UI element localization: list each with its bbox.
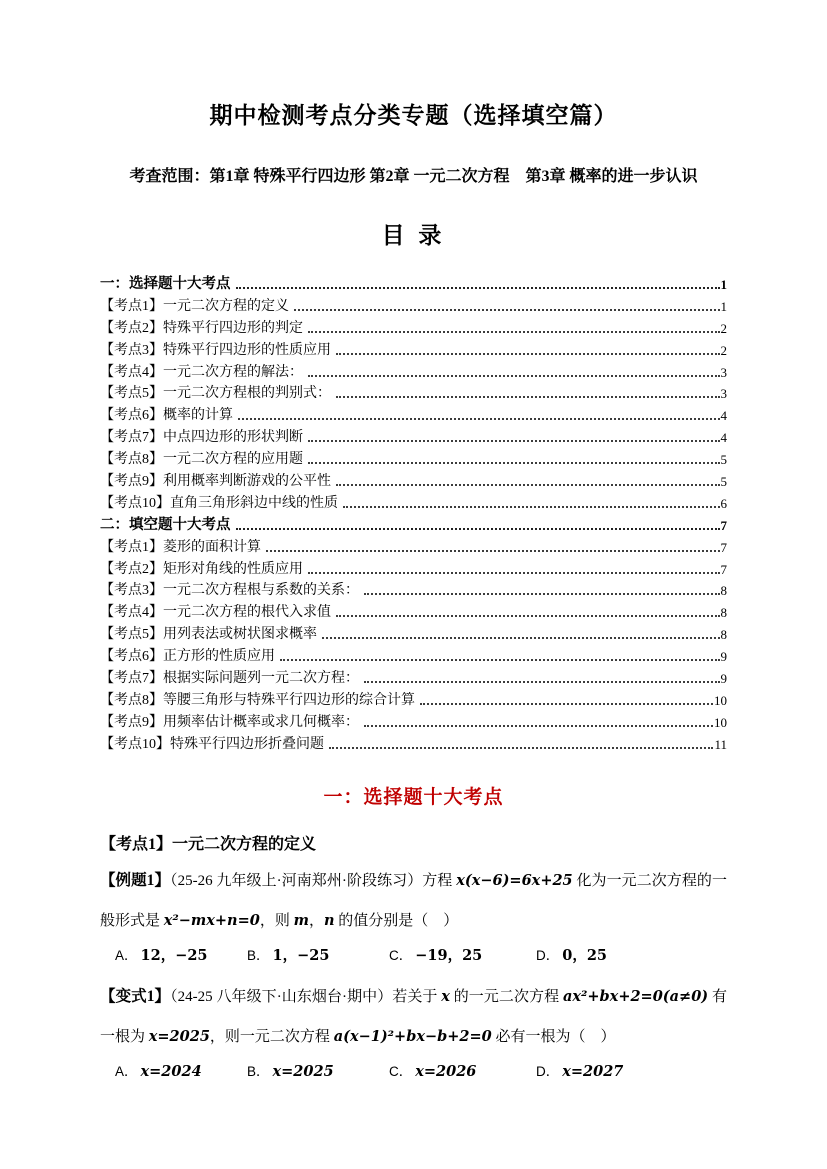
problem-text-segment: 必有一根为（ ） — [491, 1028, 616, 1045]
toc-entry-page-number: 9 — [720, 671, 727, 686]
toc-entry[interactable] — [100, 402, 727, 424]
problem-example-1-text — [100, 873, 727, 929]
toc-entry-label: 【考点3】特殊平行四边形的性质应用 — [100, 342, 331, 358]
toc-entry-label: 【考点2】矩形对角线的性质应用 — [100, 561, 303, 577]
toc-entry-page-number: 4 — [720, 430, 727, 446]
toc-entry-label: 【考点10】特殊平行四边形折叠问题 — [100, 736, 324, 752]
toc-entry-label: 【考点10】直角三角形斜边中线的性质 — [100, 495, 338, 511]
toc-entry-label: 【考点7】中点四边形的形状判断 — [100, 430, 303, 446]
choice-value: x=2027 — [562, 1062, 624, 1080]
toc-leader-dots — [294, 309, 720, 311]
toc-leader-dots — [322, 637, 720, 639]
topic-heading-kaodian1: 【考点1】一元二次方程的定义 — [100, 835, 317, 853]
choice-letter: C． — [389, 1063, 413, 1079]
toc-entry-page-number: 6 — [720, 495, 727, 511]
toc-entry-page-number: 3 — [720, 364, 727, 380]
choice-option — [115, 1059, 247, 1085]
toc-entry-label: 【考点9】用频率估计概率或求几何概率： — [100, 714, 359, 730]
toc-entry[interactable] — [100, 621, 727, 643]
toc-entry-label: 【考点2】特殊平行四边形的判定 — [100, 320, 303, 336]
problem-example-1 — [100, 861, 727, 941]
toc-entry[interactable] — [100, 709, 727, 731]
problem-text-segment: 化为一元二次方程的一般形式是 — [100, 872, 727, 929]
toc-leader-dots — [329, 747, 713, 749]
toc-entry-page-number: 11 — [714, 736, 727, 752]
toc-leader-dots — [280, 659, 720, 661]
choices-row-variant-1 — [100, 1059, 727, 1085]
problem-example-1-label: 【例题1】 — [100, 871, 171, 889]
choice-option — [389, 1059, 536, 1085]
problem-text-segment: x — [441, 987, 450, 1005]
toc-entry[interactable] — [100, 381, 727, 403]
choice-letter: B． — [247, 1063, 270, 1079]
problem-variant-1-text — [100, 989, 727, 1045]
section-heading-choice-questions: 一：选择题十大考点 — [323, 786, 504, 808]
choice-letter: A． — [115, 947, 138, 963]
toc-leader-dots — [336, 615, 720, 617]
toc-entry-label: 【考点1】菱形的面积计算 — [100, 539, 261, 555]
toc-entry-label: 【考点7】根据实际问题列一元二次方程： — [100, 671, 359, 686]
choice-letter: C． — [389, 947, 413, 963]
toc-entry-page-number: 10 — [714, 714, 727, 730]
document-title: 期中检测考点分类专题（选择填空篇） — [209, 103, 618, 128]
toc-entry[interactable] — [100, 424, 727, 446]
toc-entry-page-number: 1 — [720, 298, 727, 314]
toc-leader-dots — [236, 287, 720, 289]
choice-letter: D． — [536, 947, 560, 963]
choice-value: x=2025 — [272, 1062, 334, 1080]
toc-entry-page-number: 7 — [720, 517, 727, 533]
problem-variant-1 — [100, 977, 727, 1057]
choice-value: x=2024 — [140, 1062, 202, 1080]
toc-entry[interactable] — [100, 490, 727, 512]
toc-entry-page-number: 5 — [720, 473, 727, 489]
problem-text-segment: x=2025 — [148, 1027, 210, 1045]
toc-leader-dots — [266, 550, 720, 552]
toc-entry-label: 【考点3】一元二次方程根与系数的关系： — [100, 583, 359, 599]
problem-text-segment: a(x−1)²+bx−b+2=0 — [333, 1027, 492, 1045]
toc-leader-dots — [308, 462, 720, 464]
problem-text-segment: （24-25 八年级下·山东烟台·期中）若关于 — [170, 988, 442, 1005]
problem-text-segment: 的值分别是（ ） — [334, 912, 459, 929]
toc-entry-label: 【考点4】一元二次方程的根代入求值 — [100, 605, 331, 621]
choice-value: 12，−25 — [140, 946, 208, 964]
problem-text-segment: x²−mx+n=0 — [163, 911, 260, 929]
toc-entry-page-number: 8 — [720, 583, 727, 599]
toc-leader-dots — [308, 375, 720, 377]
choice-value: −19，25 — [415, 946, 483, 964]
problem-text-segment: x(x−6)=6x+25 — [456, 871, 573, 889]
problem-variant-1-label: 【变式1】 — [100, 987, 171, 1005]
toc-leader-dots — [336, 396, 720, 398]
choice-option — [247, 943, 389, 969]
toc-entry-label: 【考点5】用列表法或树状图求概率 — [100, 627, 317, 643]
toc-entry-label: 【考点1】一元二次方程的定义 — [100, 298, 289, 314]
problem-text-segment: 有一根为 — [100, 988, 727, 1045]
toc-leader-dots — [336, 353, 720, 355]
toc-entry[interactable] — [100, 534, 727, 556]
toc-entry-page-number: 7 — [720, 539, 727, 555]
choice-option — [536, 1059, 623, 1085]
problem-text-segment: 的一元二次方程 — [449, 988, 563, 1005]
choice-letter: D． — [536, 1063, 560, 1079]
toc-entry[interactable] — [100, 337, 727, 359]
exam-scope-subtitle: 考查范围：第1章 特殊平行四边形 第2章 一元二次方程 第3章 概率的进一步认识 — [129, 168, 698, 185]
toc-entry[interactable] — [100, 315, 727, 337]
toc-entry[interactable] — [100, 599, 727, 621]
toc-leader-dots — [420, 703, 713, 705]
table-of-contents — [100, 271, 727, 753]
choices-row-example-1 — [100, 943, 727, 969]
choice-letter: A． — [115, 1063, 138, 1079]
toc-entry-page-number: 4 — [720, 408, 727, 424]
choice-value: x=2026 — [415, 1062, 477, 1080]
toc-leader-dots — [308, 331, 720, 333]
toc-entry-page-number: 2 — [720, 320, 727, 336]
problem-text-segment: m — [293, 911, 309, 929]
problem-text-segment: ，则 — [259, 912, 294, 929]
toc-entry-label: 【考点8】一元二次方程的应用题 — [100, 452, 303, 468]
choice-option — [115, 943, 247, 969]
toc-leader-dots — [238, 418, 720, 420]
problem-text-segment: ax²+bx+2=0(a≠0) — [563, 987, 709, 1005]
toc-entry[interactable] — [100, 446, 727, 468]
toc-leader-dots — [364, 593, 720, 595]
toc-entry[interactable] — [100, 468, 727, 490]
toc-entry-label: 一：选择题十大考点 — [100, 275, 231, 292]
toc-entry[interactable] — [100, 578, 727, 600]
toc-entry[interactable] — [100, 731, 727, 753]
toc-entry-label: 【考点5】一元二次方程根的判别式： — [100, 386, 331, 402]
problem-text-segment: （25-26 九年级上·河南郑州·阶段练习）方程 — [170, 872, 457, 889]
toc-entry-label: 【考点9】利用概率判断游戏的公平性 — [100, 473, 331, 489]
toc-entry[interactable] — [100, 687, 727, 709]
toc-entry-label: 【考点4】一元二次方程的解法： — [100, 364, 303, 380]
toc-leader-dots — [364, 681, 720, 683]
problem-text-segment: ， — [308, 912, 324, 929]
toc-entry[interactable] — [100, 359, 727, 381]
toc-entry[interactable] — [100, 271, 727, 293]
toc-entry-page-number: 10 — [714, 692, 727, 708]
choice-value: 0，25 — [562, 946, 608, 964]
toc-entry-page-number: 5 — [720, 452, 727, 468]
toc-leader-dots — [336, 484, 720, 486]
toc-entry-page-number: 7 — [720, 561, 727, 577]
toc-entry[interactable] — [100, 643, 727, 665]
toc-entry-label: 【考点6】正方形的性质应用 — [100, 649, 275, 665]
choice-letter: B． — [247, 947, 270, 963]
toc-entry-page-number: 1 — [720, 276, 727, 292]
toc-leader-dots — [308, 440, 720, 442]
problem-text-segment: n — [323, 911, 335, 929]
toc-entry-label: 【考点6】概率的计算 — [100, 408, 233, 424]
toc-entry[interactable] — [100, 665, 727, 687]
toc-entry[interactable] — [100, 293, 727, 315]
toc-entry-label: 【考点8】等腰三角形与特殊平行四边形的综合计算 — [100, 692, 415, 708]
toc-entry-page-number: 8 — [720, 627, 727, 643]
choice-option — [536, 943, 607, 969]
choice-value: 1，−25 — [272, 946, 330, 964]
toc-entry-page-number: 8 — [720, 605, 727, 621]
choice-option — [389, 943, 536, 969]
toc-leader-dots — [343, 506, 720, 508]
problem-text-segment: ，则一元二次方程 — [209, 1028, 334, 1045]
toc-leader-dots — [308, 572, 720, 574]
toc-leader-dots — [236, 528, 720, 530]
toc-leader-dots — [364, 725, 713, 727]
toc-entry-label: 二：填空题十大考点 — [100, 516, 231, 533]
toc-entry[interactable] — [100, 512, 727, 534]
choice-option — [247, 1059, 389, 1085]
toc-entry-page-number: 2 — [720, 342, 727, 358]
toc-entry-page-number: 3 — [720, 386, 727, 402]
toc-entry-page-number: 9 — [720, 649, 727, 665]
toc-entry[interactable] — [100, 556, 727, 578]
toc-title: 目 录 — [381, 223, 446, 248]
